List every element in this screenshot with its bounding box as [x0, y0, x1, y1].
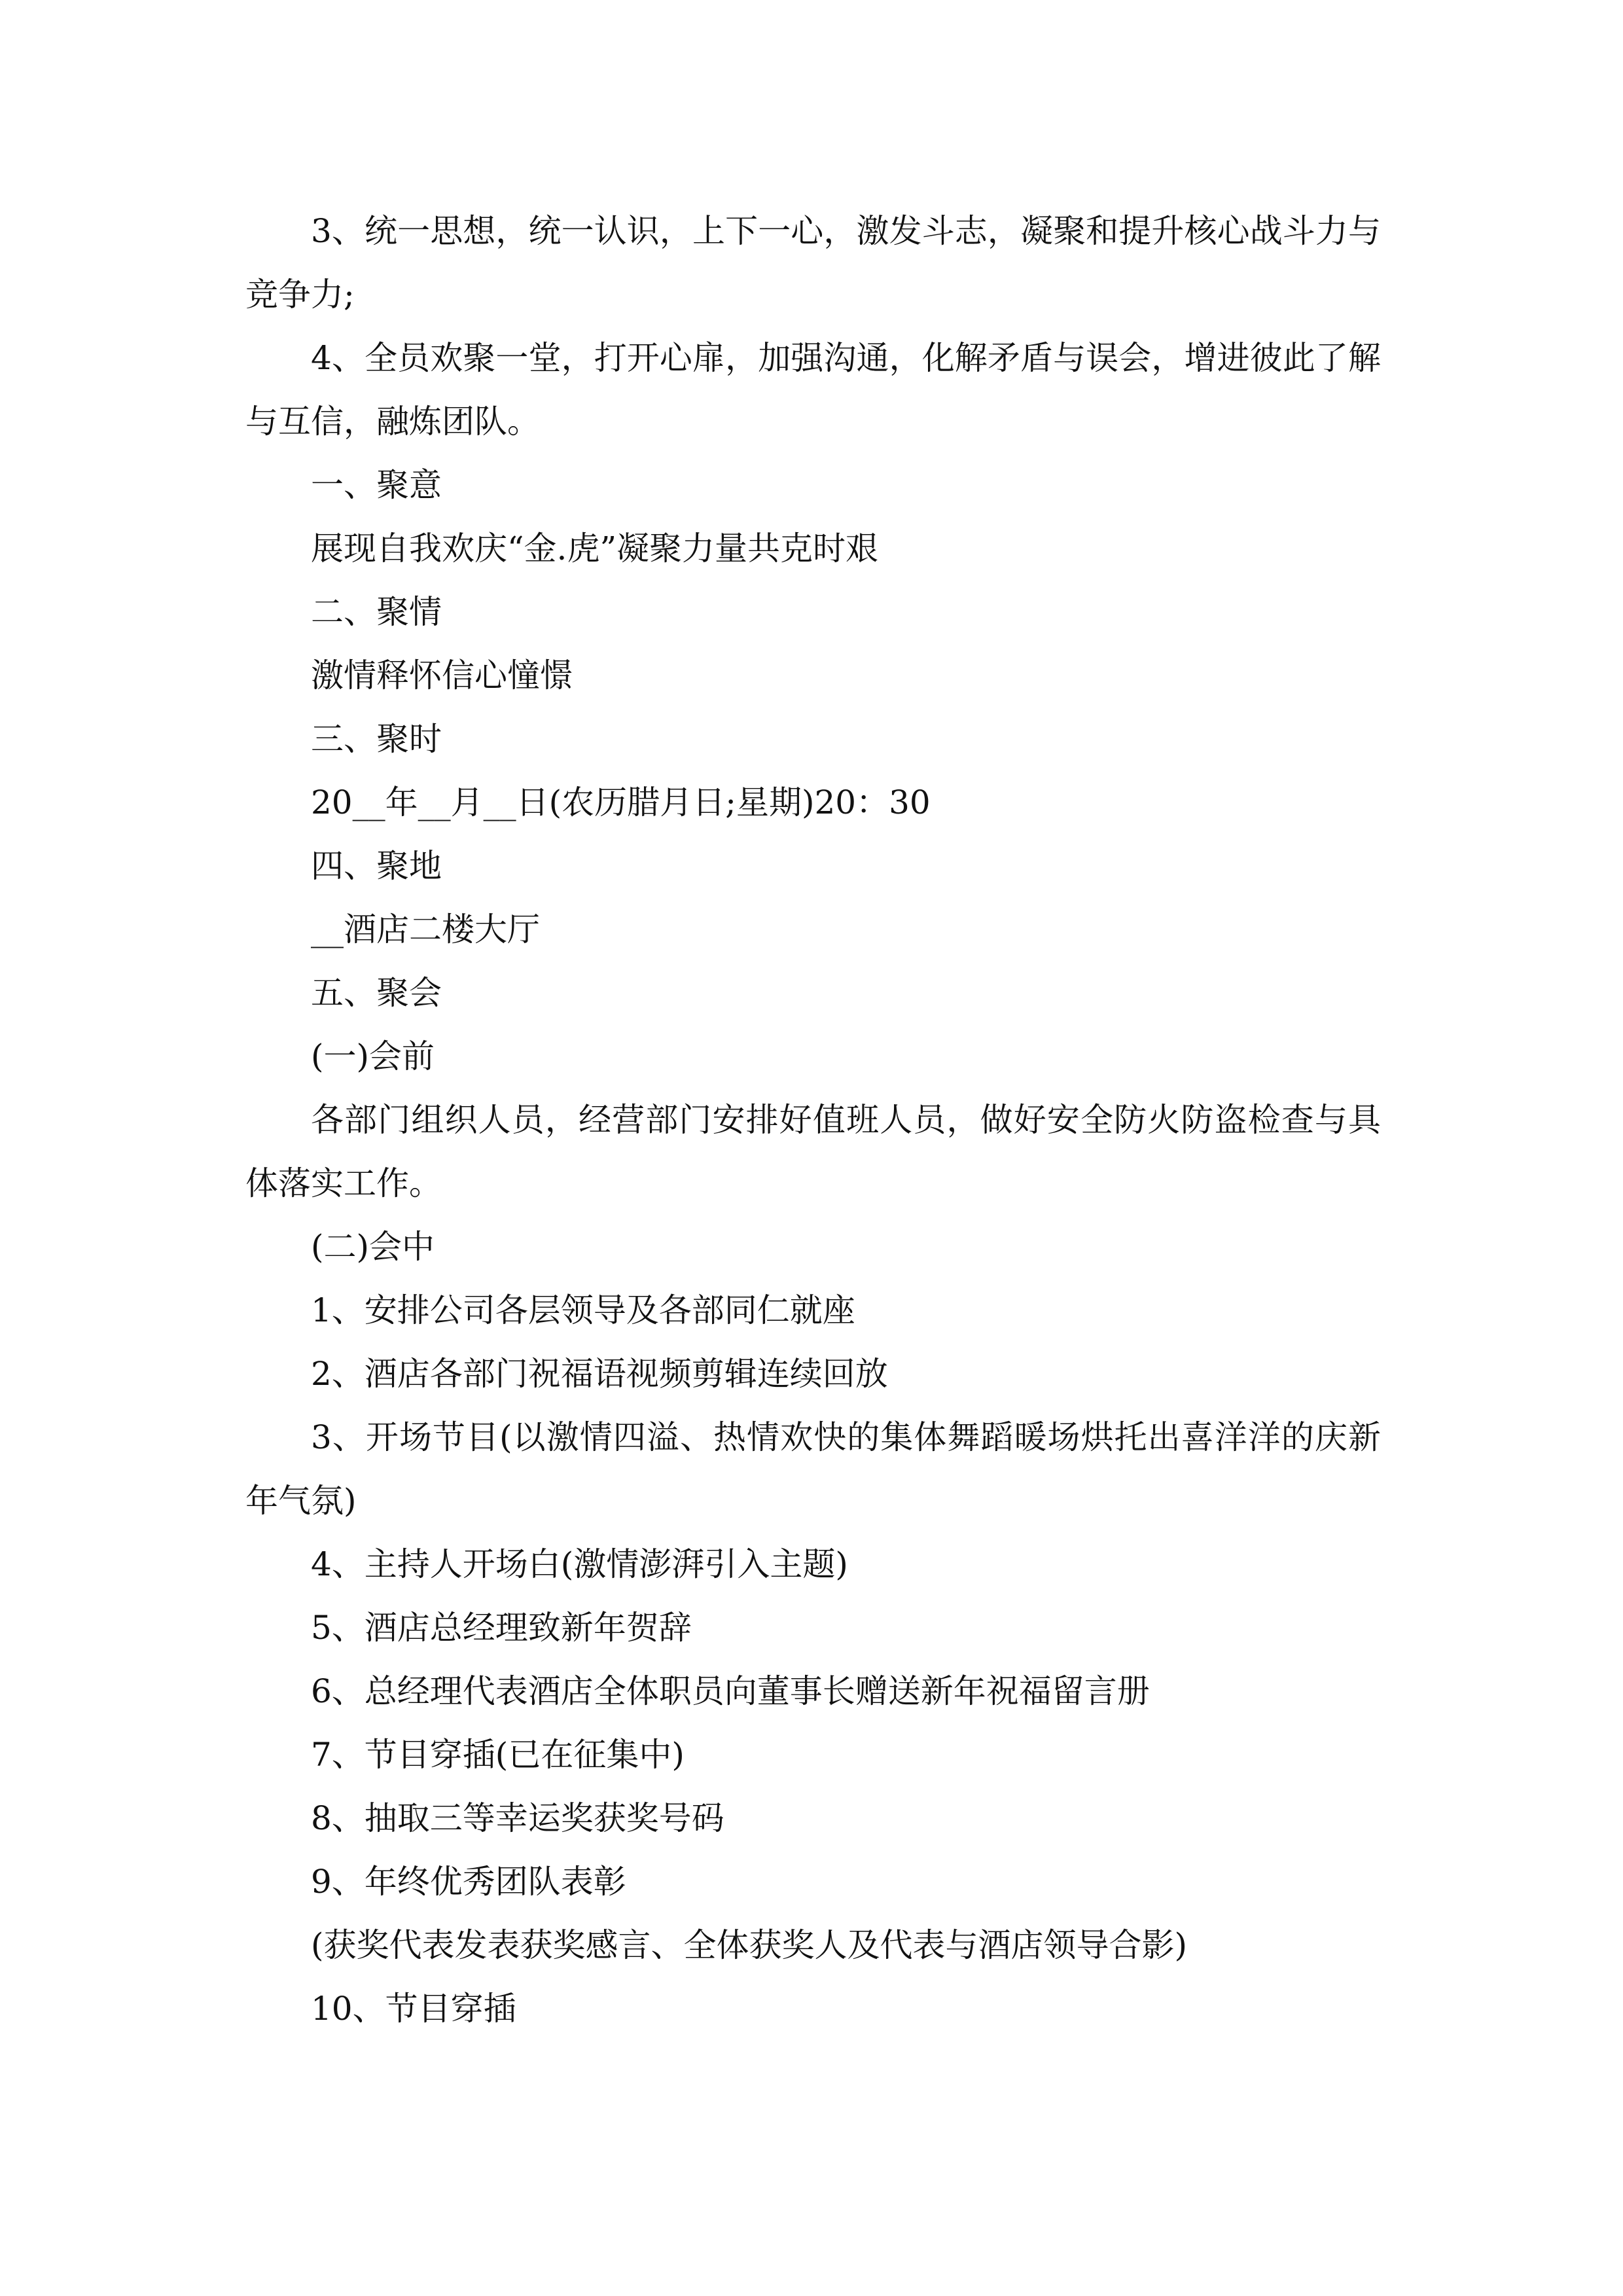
list-item: 3、开场节目(以激情四溢、热情欢快的集体舞蹈暖场烘托出喜洋洋的庆新年气氛) [245, 1418, 1381, 1520]
list-item: 6、总经理代表酒店全体职员向董事长赠送新年祝福留言册 [311, 1672, 1150, 1710]
paragraph-emotion: 激情释怀信心憧憬 [311, 656, 573, 694]
paragraph-theme: 展现自我欢庆“金.虎”凝聚力量共克时艰 [311, 529, 879, 567]
heading-meeting: 五、聚会 [311, 974, 442, 1012]
list-item: 7、节目穿插(已在征集中) [311, 1736, 685, 1774]
paragraph-location: __酒店二楼大厅 [311, 910, 540, 948]
list-item-note: (获奖代表发表获奖感言、全体获奖人及代表与酒店领导合影) [311, 1926, 1188, 1964]
heading-time: 三、聚时 [311, 720, 442, 758]
list-item: 4、主持人开场白(激情澎湃引入主题) [311, 1545, 848, 1583]
list-item: 5、酒店总经理致新年贺辞 [311, 1609, 692, 1647]
list-item: 8、抽取三等幸运奖获奖号码 [311, 1799, 724, 1837]
paragraph-goal-4: 4、全员欢聚一堂，打开心扉，加强沟通，化解矛盾与误会，增进彼此了解与互信，融炼团队。 [245, 339, 1381, 440]
subheading-during: (二)会中 [311, 1228, 435, 1266]
list-item: 2、酒店各部门祝福语视频剪辑连续回放 [311, 1355, 888, 1393]
paragraph-before: 各部门组织人员，经营部门安排好值班人员，做好安全防火防盗检查与具体落实工作。 [245, 1101, 1381, 1202]
subheading-before: (一)会前 [311, 1037, 435, 1075]
list-item: 9、年终优秀团队表彰 [311, 1863, 626, 1901]
document-body [245, 200, 1381, 2041]
heading-location: 四、聚地 [311, 847, 442, 885]
heading-emotion: 二、聚情 [311, 593, 442, 631]
list-item: 10、节目穿插 [311, 1990, 516, 2028]
list-item: 1、安排公司各层领导及各部同仁就座 [311, 1291, 855, 1329]
paragraph-goal-3: 3、统一思想，统一认识，上下一心，激发斗志，凝聚和提升核心战斗力与竞争力; [245, 212, 1381, 314]
heading-theme: 一、聚意 [311, 466, 442, 504]
paragraph-time: 20__年__月__日(农历腊月日;星期)20：30 [311, 783, 931, 821]
